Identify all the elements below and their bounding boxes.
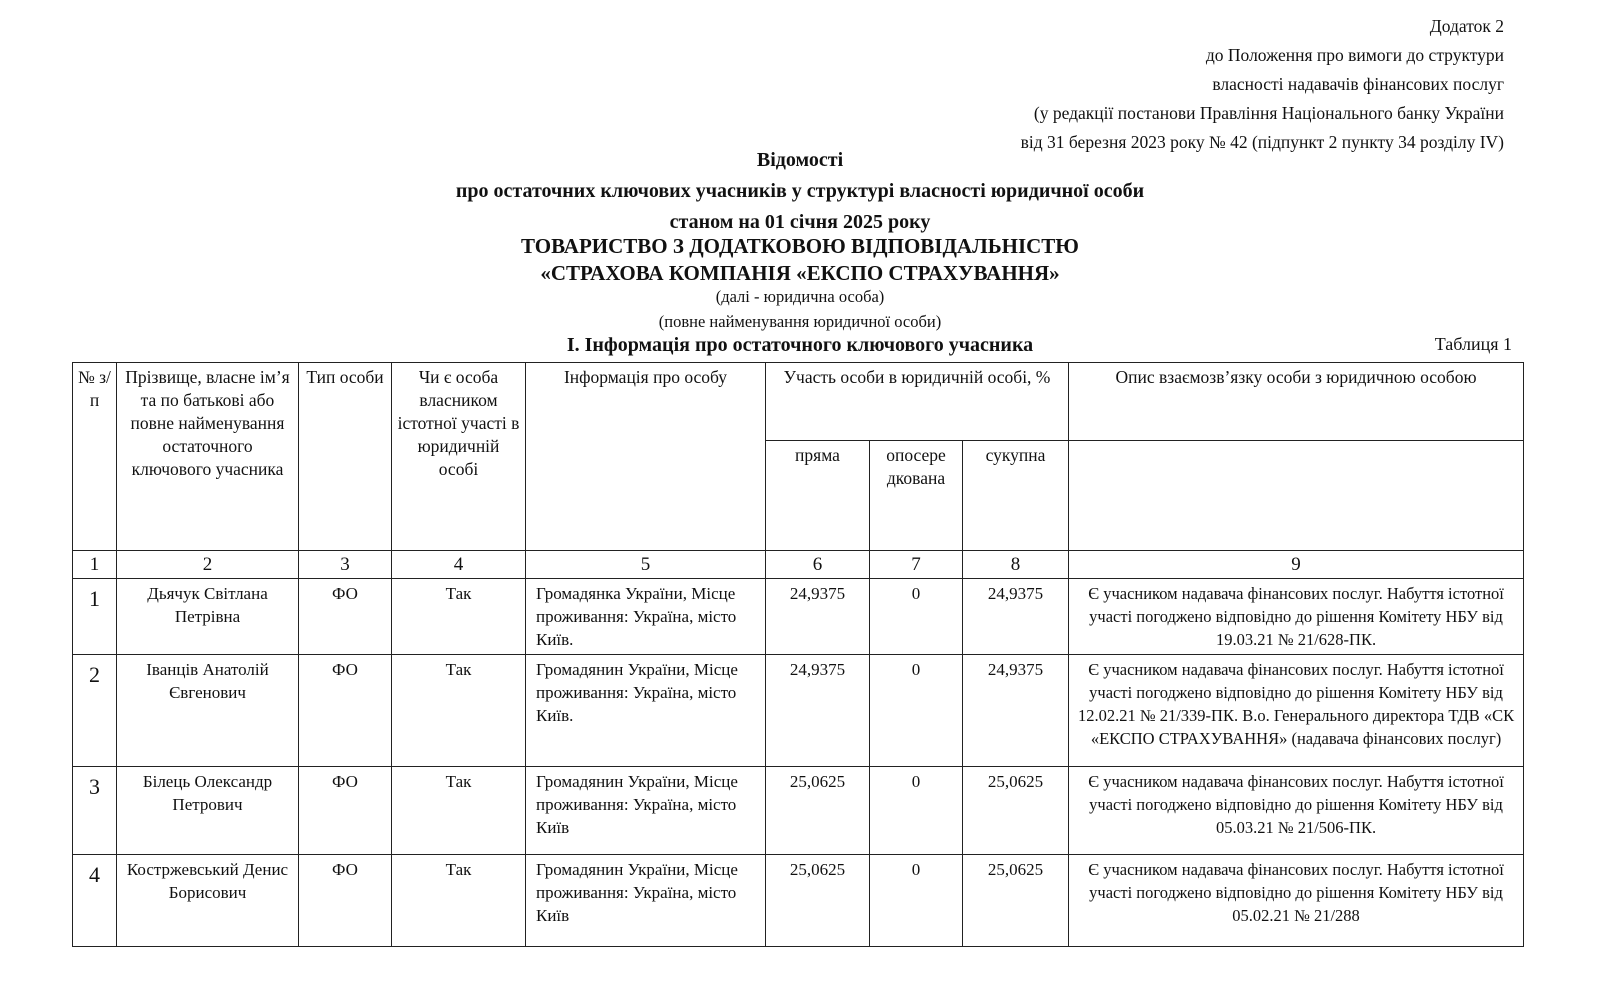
index-cell: 2 bbox=[117, 551, 299, 579]
row-type: ФО bbox=[299, 855, 392, 947]
header-relation: Опис взаємозв’язку особи з юридичною особою bbox=[1069, 363, 1524, 441]
row-total: 24,9375 bbox=[963, 655, 1069, 767]
row-info: Громадянин України, Місце проживання: Україна, місто Київ bbox=[526, 855, 766, 947]
index-cell: 6 bbox=[766, 551, 870, 579]
addendum-line: власності надавачів фінансових послуг bbox=[1212, 74, 1504, 94]
table-row bbox=[73, 767, 1524, 855]
company-name-line2: «СТРАХОВА КОМПАНІЯ «ЕКСПО СТРАХУВАННЯ» bbox=[540, 261, 1060, 285]
row-info: Громадянин України, Місце проживання: Україна, місто Київ bbox=[526, 767, 766, 855]
row-type: ФО bbox=[299, 655, 392, 767]
row-relation: Є учасником надавача фінансових послуг. Набуття істотної участі погоджено відповідно до рішення Комітету НБУ від 05.02.21 № 21/288 bbox=[1069, 855, 1524, 947]
index-cell: 7 bbox=[870, 551, 963, 579]
addendum-line: (у редакції постанови Правління Національного банку України bbox=[1033, 103, 1504, 123]
header-relation-blank bbox=[1069, 441, 1524, 551]
row-owner: Так bbox=[392, 855, 526, 947]
row-total: 24,9375 bbox=[963, 579, 1069, 655]
row-num: 3 bbox=[73, 767, 117, 855]
row-indirect: 0 bbox=[870, 655, 963, 767]
document-subtitle: про остаточних ключових учасників у структурі власності юридичної особи bbox=[455, 180, 1145, 202]
row-direct: 24,9375 bbox=[766, 579, 870, 655]
row-owner: Так bbox=[392, 655, 526, 767]
row-indirect: 0 bbox=[870, 767, 963, 855]
row-type: ФО bbox=[299, 767, 392, 855]
header-num: № з/п bbox=[73, 363, 117, 551]
index-cell: 9 bbox=[1069, 551, 1524, 579]
index-cell: 8 bbox=[963, 551, 1069, 579]
row-owner: Так bbox=[392, 579, 526, 655]
header-share: Участь особи в юридичній особі, % bbox=[766, 363, 1069, 441]
document-title: Відомості bbox=[756, 149, 844, 171]
header-indirect: опосере дкована bbox=[870, 441, 963, 551]
header-info: Інформація про особу bbox=[526, 363, 766, 551]
row-indirect: 0 bbox=[870, 855, 963, 947]
index-cell: 3 bbox=[299, 551, 392, 579]
company-name bbox=[0, 233, 1600, 287]
row-indirect: 0 bbox=[870, 579, 963, 655]
document-date: станом на 01 січня 2025 року bbox=[669, 211, 931, 233]
header-row bbox=[73, 363, 1524, 441]
index-cell: 4 bbox=[392, 551, 526, 579]
header-type: Тип особи bbox=[299, 363, 392, 551]
row-direct: 25,0625 bbox=[766, 855, 870, 947]
header-direct: пряма bbox=[766, 441, 870, 551]
row-info: Громадянка України, Місце проживання: Україна, місто Київ. bbox=[526, 579, 766, 655]
index-cell: 1 bbox=[73, 551, 117, 579]
company-name-line1: ТОВАРИСТВО З ДОДАТКОВОЮ ВІДПОВІДАЛЬНІСТЮ bbox=[521, 234, 1079, 258]
addendum-line: до Положення про вимоги до структури bbox=[1205, 45, 1504, 65]
header-owner: Чи є особа власником істотної участі в юридичній особі bbox=[392, 363, 526, 551]
row-name: Дьячук Світлана Петрівна bbox=[117, 579, 299, 655]
row-relation: Є учасником надавача фінансових послуг. Набуття істотної участі погоджено відповідно до рішення Комітету НБУ від 12.02.21 № 21/339-ПК. В.о. Генерального директора ТДВ «СК «ЕКСПО СТРАХУВАННЯ» (надавача фінансових послуг) bbox=[1069, 655, 1524, 767]
row-owner: Так bbox=[392, 767, 526, 855]
row-name: Костржевський Денис Борисович bbox=[117, 855, 299, 947]
row-total: 25,0625 bbox=[963, 855, 1069, 947]
addendum-block bbox=[1021, 12, 1504, 157]
header-total: сукупна bbox=[963, 441, 1069, 551]
row-direct: 24,9375 bbox=[766, 655, 870, 767]
row-name: Іванців Анатолій Євгенович bbox=[117, 655, 299, 767]
section-title: І. Інформація про остаточного ключового учасника bbox=[566, 334, 1034, 356]
row-type: ФО bbox=[299, 579, 392, 655]
table-row bbox=[73, 655, 1524, 767]
addendum-line: Додаток 2 bbox=[1429, 16, 1504, 36]
company-note-full-name: (повне найменування юридичної особи) bbox=[658, 312, 942, 331]
index-cell: 5 bbox=[526, 551, 766, 579]
addendum-line: від 31 березня 2023 року № 42 (підпункт 2 пункту 34 розділу IV) bbox=[1020, 132, 1504, 152]
row-total: 25,0625 bbox=[963, 767, 1069, 855]
index-row bbox=[73, 551, 1524, 579]
row-relation: Є учасником надавача фінансових послуг. Набуття істотної участі погоджено відповідно до рішення Комітету НБУ від 19.03.21 № 21/628-ПК. bbox=[1069, 579, 1524, 655]
table-row bbox=[73, 579, 1524, 655]
row-num: 2 bbox=[73, 655, 117, 767]
row-name: Білець Олександр Петрович bbox=[117, 767, 299, 855]
row-direct: 25,0625 bbox=[766, 767, 870, 855]
table-row bbox=[73, 855, 1524, 947]
company-note: (далі - юридична особа) bbox=[715, 287, 885, 306]
document-heading bbox=[0, 145, 1600, 238]
row-info: Громадянин України, Місце проживання: Україна, місто Київ. bbox=[526, 655, 766, 767]
table-label: Таблиця 1 bbox=[1434, 334, 1512, 354]
row-relation: Є учасником надавача фінансових послуг. Набуття істотної участі погоджено відповідно до рішення Комітету НБУ від 05.03.21 № 21/506-ПК. bbox=[1069, 767, 1524, 855]
row-num: 1 bbox=[73, 579, 117, 655]
participants-table bbox=[72, 362, 1524, 947]
header-name: Прізвище, власне ім’я та по батькові або повне найменування остаточного ключового учасника bbox=[117, 363, 299, 551]
row-num: 4 bbox=[73, 855, 117, 947]
